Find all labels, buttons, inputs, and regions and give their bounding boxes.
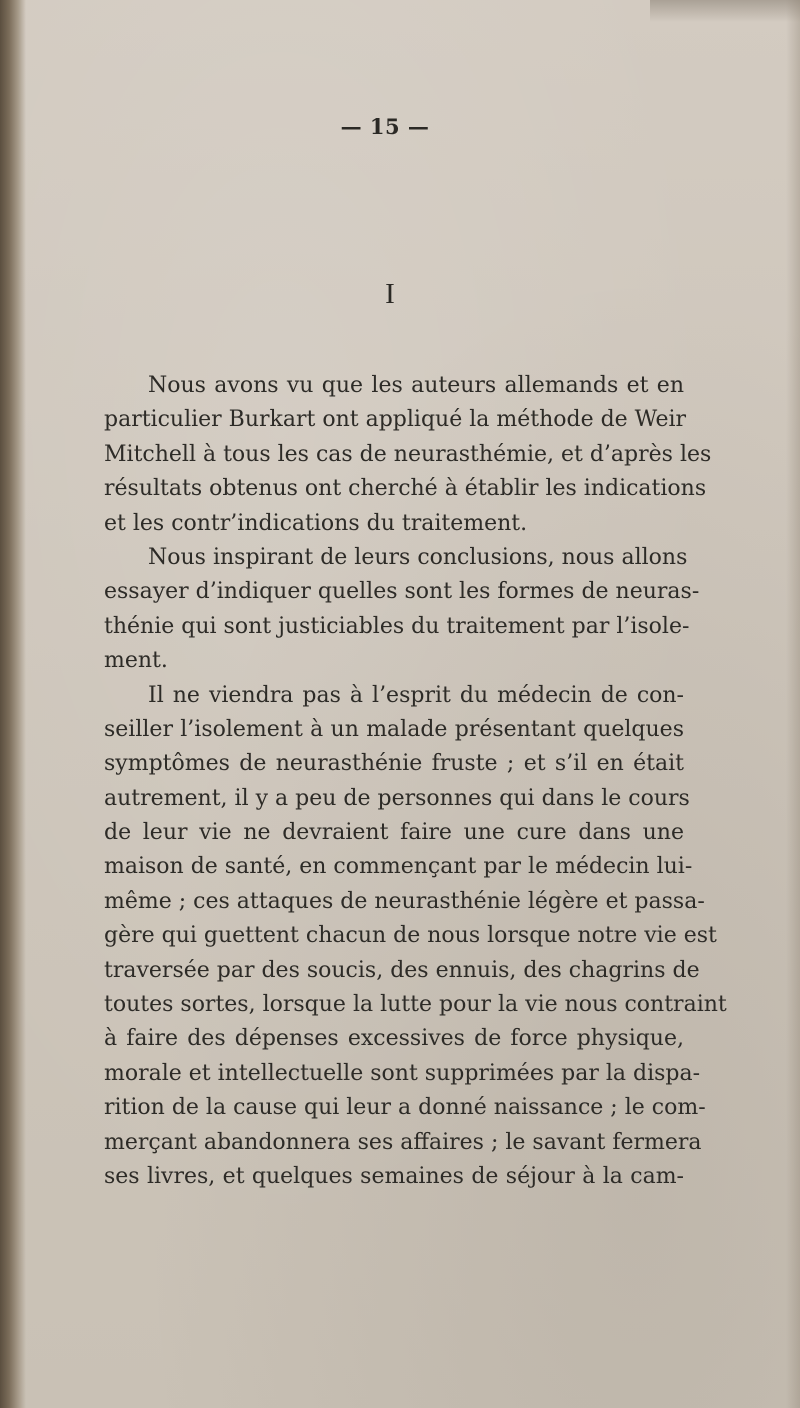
text-line: traversée par des soucis, des ennuis, des chagrins de [104,957,700,983]
text-line: de leur vie ne devraient faire une cure dans une [104,820,684,846]
text-line: Nous avons vu que les auteurs allemands et en [148,373,684,398]
text-line: ses livres, et quelques semaines de séjour à la cam- [104,1163,684,1189]
page-right-edge [786,0,800,1408]
text-line: résultats obtenus ont cherché à établir les indications [104,476,707,502]
text-line: même ; ces attaques de neurasthénie légère et passa- [104,888,705,914]
text-line: Nous inspirant de leurs conclusions, nous allons [148,544,688,570]
text-line: thénie qui sont justiciables du traitement par l’isole- [104,613,690,639]
text-line: et les contr’indications du traitement. [104,510,528,536]
text-line: gère qui guettent chacun de nous lorsque notre vie est [104,923,717,949]
text-line: autrement, il y a peu de personnes qui dans le cours [104,785,690,811]
text-line: seiller l’isolement à un malade présentant quelques [104,716,684,742]
text-line: morale et intellectuelle sont supprimées par la dispa- [104,1060,701,1086]
text-line: toutes sortes, lorsque la lutte pour la vie nous contraint [104,992,727,1018]
page-wear [650,0,800,22]
page-number: — 15 — [340,114,430,139]
text-line: merçant abandonnera ses affaires ; le savant fermera [104,1129,702,1155]
body-text [104,369,727,1194]
text-line: Il ne viendra pas à l’esprit du médecin de con- [148,682,684,708]
text-line: Mitchell à tous les cas de neurasthémie, et d’après les [104,441,712,467]
text-line: symptômes de neurasthénie fruste ; et s’il en était [104,751,684,777]
text-line: ment. [104,648,168,674]
text-line: essayer d’indiquer quelles sont les formes de neuras- [104,579,700,605]
page-binding-edge [0,0,26,1408]
text-line: rition de la cause qui leur a donné naissance ; le com- [104,1095,706,1121]
section-heading: I [385,278,395,310]
text-line: maison de santé, en commençant par le médecin lui- [104,854,693,880]
text-line: particulier Burkart ont appliqué la méthode de Weir [104,407,687,433]
text-line: à faire des dépenses excessives de force physique, [104,1026,684,1052]
